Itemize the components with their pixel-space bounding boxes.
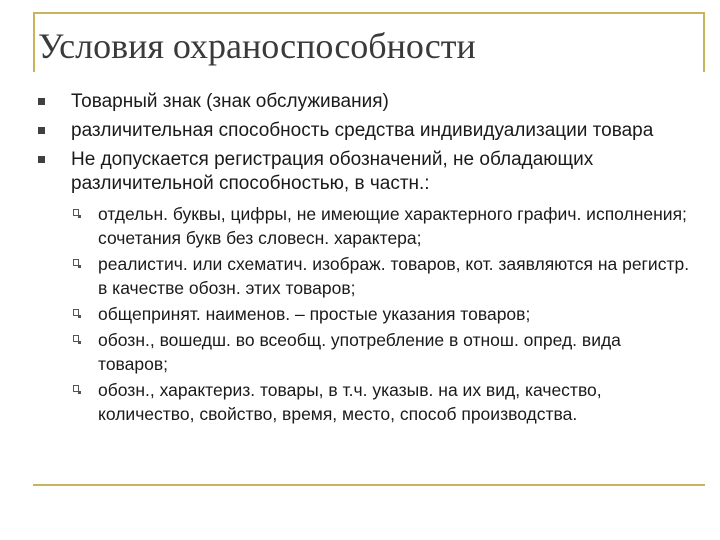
hollow-square-bullet-icon xyxy=(73,385,79,392)
slide-content xyxy=(38,90,693,431)
sub-list-item-text: обозн., вошедш. во всеобщ. употребление в отнош. опред. вида товаров; xyxy=(98,330,621,374)
hollow-square-bullet-icon xyxy=(73,259,79,266)
sub-list-item xyxy=(71,302,693,326)
frame-right-line xyxy=(703,12,705,72)
sub-list-item xyxy=(71,378,693,426)
hollow-square-bullet-icon xyxy=(73,335,79,342)
sub-list-item xyxy=(71,252,693,300)
list-item-text: Товарный знак (знак обслуживания) xyxy=(71,91,389,112)
frame-top-line xyxy=(33,12,705,14)
sub-list-item-text: общепринят. наименов. – простые указания товаров; xyxy=(98,304,531,324)
hollow-square-bullet-icon xyxy=(73,209,79,216)
list-item xyxy=(38,90,693,114)
frame-left-line xyxy=(33,12,35,72)
slide-title: Условия охраноспособности xyxy=(38,26,476,66)
sub-list-item-text: отдельн. буквы, цифры, не имеющие характерного графич. исполнения; сочетания букв без словесн. характера; xyxy=(98,204,687,248)
hollow-square-bullet-icon xyxy=(73,309,79,316)
list-item-text: различительная способность средства индивидуализации товара xyxy=(71,120,654,141)
bottom-rule-line xyxy=(33,484,705,486)
list-item xyxy=(38,119,693,143)
sub-bullet-list xyxy=(71,202,693,426)
list-item xyxy=(38,148,693,426)
sub-list-item xyxy=(71,202,693,250)
square-bullet-icon xyxy=(38,127,45,134)
square-bullet-icon xyxy=(38,156,45,163)
sub-list-item xyxy=(71,328,693,376)
list-item-text: Не допускается регистрация обозначений, не обладающих различительной способностью, в частн.: xyxy=(71,149,594,194)
sub-list-item-text: обозн., характериз. товары, в т.ч. указыв. на их вид, качество, количество, свойство, время, место, способ производства. xyxy=(98,380,602,424)
square-bullet-icon xyxy=(38,98,45,105)
sub-list-item-text: реалистич. или схематич. изображ. товаров, кот. заявляются на регистр. в качестве обозн. этих товаров; xyxy=(98,254,690,298)
bullet-list xyxy=(38,90,693,426)
